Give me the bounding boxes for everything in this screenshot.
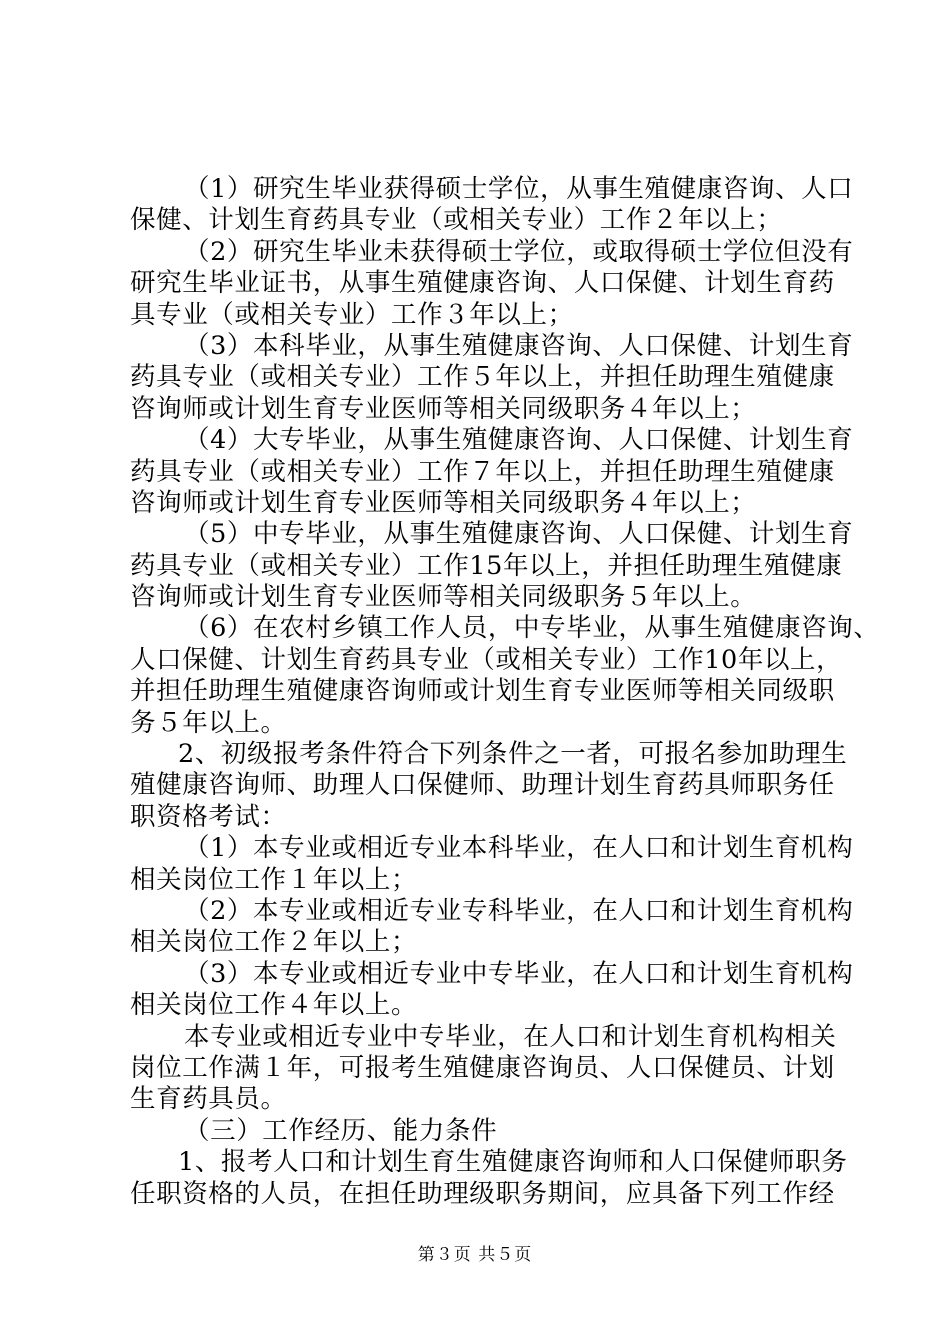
text-line: 任职资格的人员，在担任助理级职务期间，应具备下列工作经	[130, 1178, 835, 1209]
text-line: 2、初级报考条件符合下列条件之一者，可报名参加助理生	[178, 739, 848, 770]
text-line: 研究生毕业证书，从事生殖健康咨询、人口保健、计划生育药	[130, 268, 835, 299]
text-line: （1）本专业或相近专业本科毕业，在人口和计划生育机构	[184, 833, 854, 864]
text-line: 药具专业（或相关专业）工作５年以上，并担任助理生殖健康	[130, 362, 835, 393]
text-line: （6）在农村乡镇工作人员，中专毕业，从事生殖健康咨询、	[184, 613, 880, 644]
text-line: 本专业或相近专业中专毕业，在人口和计划生育机构相关	[184, 1021, 837, 1052]
text-line: 相关岗位工作４年以上。	[130, 990, 418, 1021]
document-body	[130, 174, 880, 1210]
text-line: （三）工作经历、能力条件	[184, 1115, 498, 1146]
text-line: 职资格考试：	[130, 801, 287, 832]
text-line: 人口保健、计划生育药具专业（或相关专业）工作10年以上，	[130, 644, 843, 675]
text-line: 咨询师或计划生育专业医师等相关同级职务５年以上。	[130, 582, 757, 613]
text-line: 咨询师或计划生育专业医师等相关同级职务４年以上；	[130, 487, 757, 518]
text-line: 药具专业（或相关专业）工作15年以上，并担任助理生殖健康	[130, 550, 843, 581]
text-line: （3）本专业或相近专业中专毕业，在人口和计划生育机构	[184, 958, 854, 989]
text-line: 殖健康咨询师、助理人口保健师、助理计划生育药具师职务任	[130, 770, 835, 801]
text-line: 生育药具员。	[130, 1084, 287, 1115]
text-line: 相关岗位工作１年以上；	[130, 864, 418, 895]
text-line: （4）大专毕业，从事生殖健康咨询、人口保健、计划生育	[184, 425, 854, 456]
text-line: 1、报考人口和计划生育生殖健康咨询师和人口保健师职务	[178, 1147, 848, 1178]
text-line: （2）本专业或相近专业专科毕业，在人口和计划生育机构	[184, 895, 854, 926]
text-line: （3）本科毕业，从事生殖健康咨询、人口保健、计划生育	[184, 330, 854, 361]
text-line: 具专业（或相关专业）工作３年以上；	[130, 299, 574, 330]
text-line: （2）研究生毕业未获得硕士学位，或取得硕士学位但没有	[184, 236, 854, 267]
text-line: 相关岗位工作２年以上；	[130, 927, 418, 958]
text-line: （5）中专毕业，从事生殖健康咨询、人口保健、计划生育	[184, 519, 854, 550]
text-line: 务５年以上。	[130, 707, 287, 738]
text-line: 并担任助理生殖健康咨询师或计划生育专业医师等相关同级职	[130, 676, 835, 707]
text-line: 岗位工作满１年，可报考生殖健康咨询员、人口保健员、计划	[130, 1052, 835, 1083]
text-line: 保健、计划生育药具专业（或相关专业）工作２年以上；	[130, 205, 783, 236]
text-line: 咨询师或计划生育专业医师等相关同级职务４年以上；	[130, 393, 757, 424]
text-line: 药具专业（或相关专业）工作７年以上，并担任助理生殖健康	[130, 456, 835, 487]
page-footer: 第３页 共５页	[417, 1245, 533, 1265]
text-line: （1）研究生毕业获得硕士学位，从事生殖健康咨询、人口	[184, 174, 854, 204]
